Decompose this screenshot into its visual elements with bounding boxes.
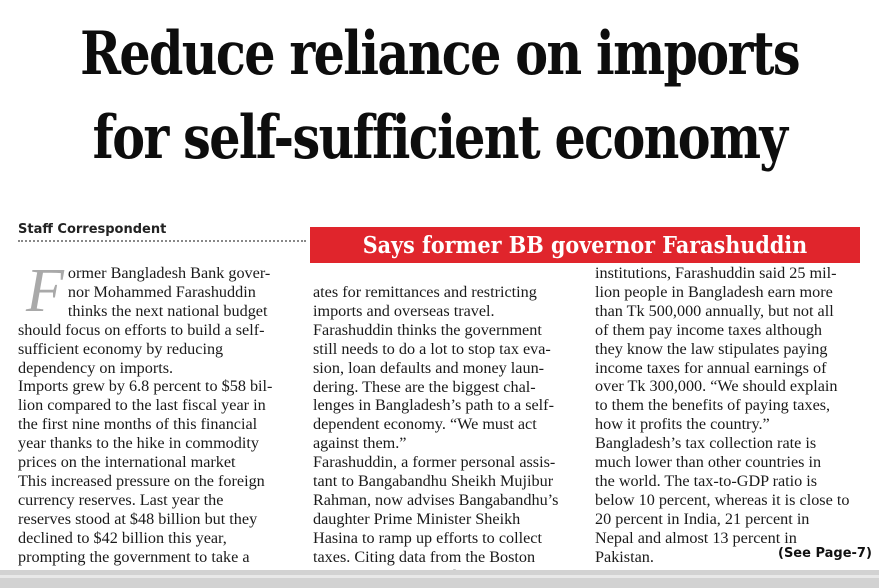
column-line: than Tk 500,000 annually, but not all [595,301,834,320]
article-column-3 [595,264,870,567]
bottom-border [0,570,879,588]
column-line: still needs to do a lot to stop tax eva- [313,339,551,358]
column-line: declined to $42 billion this year, [18,528,227,547]
column-line: dependent economy. “We must act [313,415,537,434]
column-line: taxes. Citing data from the Boston [313,547,536,566]
column-line: thinks the next national budget [67,301,268,320]
column-line: Rahman, now advises Bangabandhu’s [313,490,559,509]
column-line: below 10 percent, whereas it is close to [595,490,850,509]
column-line: daughter Prime Minister Sheikh [313,509,521,528]
column-line: currency reserves. Last year the [18,490,224,509]
column-line: Bangladesh’s tax collection rate is [595,434,817,453]
byline: Staff Correspondent [18,222,167,237]
column-line: the world. The tax-to-GDP ratio is [595,471,818,490]
headline-line-1: Reduce reliance on imports [80,19,799,89]
column-line: imports and overseas travel. [313,301,495,320]
column-line: the first nine months of this financial [18,415,258,434]
column-line: against them.” [313,434,407,453]
column-line: sufficient economy by reducing [18,339,224,358]
byline-divider [18,240,306,242]
column-line: should focus on efforts to build a self- [18,320,265,339]
column-line: 20 percent in India, 21 percent in [595,509,810,528]
column-line: Farashuddin, a former personal assis- [313,453,556,472]
column-line: lion people in Bangladesh earn more [595,282,833,301]
column-line: dependency on imports. [18,358,174,377]
column-line: income taxes for annual earnings of [595,358,827,377]
column-line: dering. These are the biggest chal- [313,377,536,396]
column-line: to them the benefits of paying taxes, [595,396,831,415]
column-line: reserves stood at $48 billion but they [18,509,258,528]
drop-cap: F [26,257,64,325]
article-column-2 [313,283,585,586]
column-line: prompting the government to take a [18,547,250,566]
column-line: lion compared to the last fiscal year in [18,396,266,415]
column-line: institutions, Farashuddin said 25 mil- [595,264,837,282]
column-line: lenges in Bangladesh’s path to a self- [313,396,554,415]
column-line: Hasina to ramp up efforts to collect [313,528,542,547]
column-line: Pakistan. [595,547,654,566]
column-line: of them pay income taxes although [595,320,823,339]
article-column-1 [18,257,290,585]
column-line: they know the law stipulates paying [595,339,828,358]
headline-line-2: for self-sufficient economy [92,103,787,173]
column-line: ates for remittances and restricting [313,283,537,301]
column-line: tant to Bangabandhu Sheikh Mujibur [313,472,554,491]
column-line: This increased pressure on the foreign [18,471,265,490]
column-line: sion, loan defaults and money laun- [313,358,545,377]
column-line: Nepal and almost 13 percent in [595,528,797,547]
column-line: prices on the international market [18,453,236,472]
subhead-banner [310,227,860,263]
column-line: how it profits the country.” [595,415,770,434]
column-line: year thanks to the hike in commodity [18,434,259,453]
column-line: over Tk 300,000. “We should explain [595,377,838,396]
column-line: ormer Bangladesh Bank gover- [67,264,271,282]
bottom-border-highlight [0,575,879,578]
continuation-link[interactable]: (See Page-7) [778,546,872,561]
subhead-text: Says former BB governor Farashuddin [362,231,808,259]
column-line: Imports grew by 6.8 percent to $58 bil- [18,377,273,396]
column-line: nor Mohammed Farashuddin [67,282,256,301]
column-line: much lower than other countries in [595,453,822,472]
column-line: Farashuddin thinks the government [313,320,542,339]
